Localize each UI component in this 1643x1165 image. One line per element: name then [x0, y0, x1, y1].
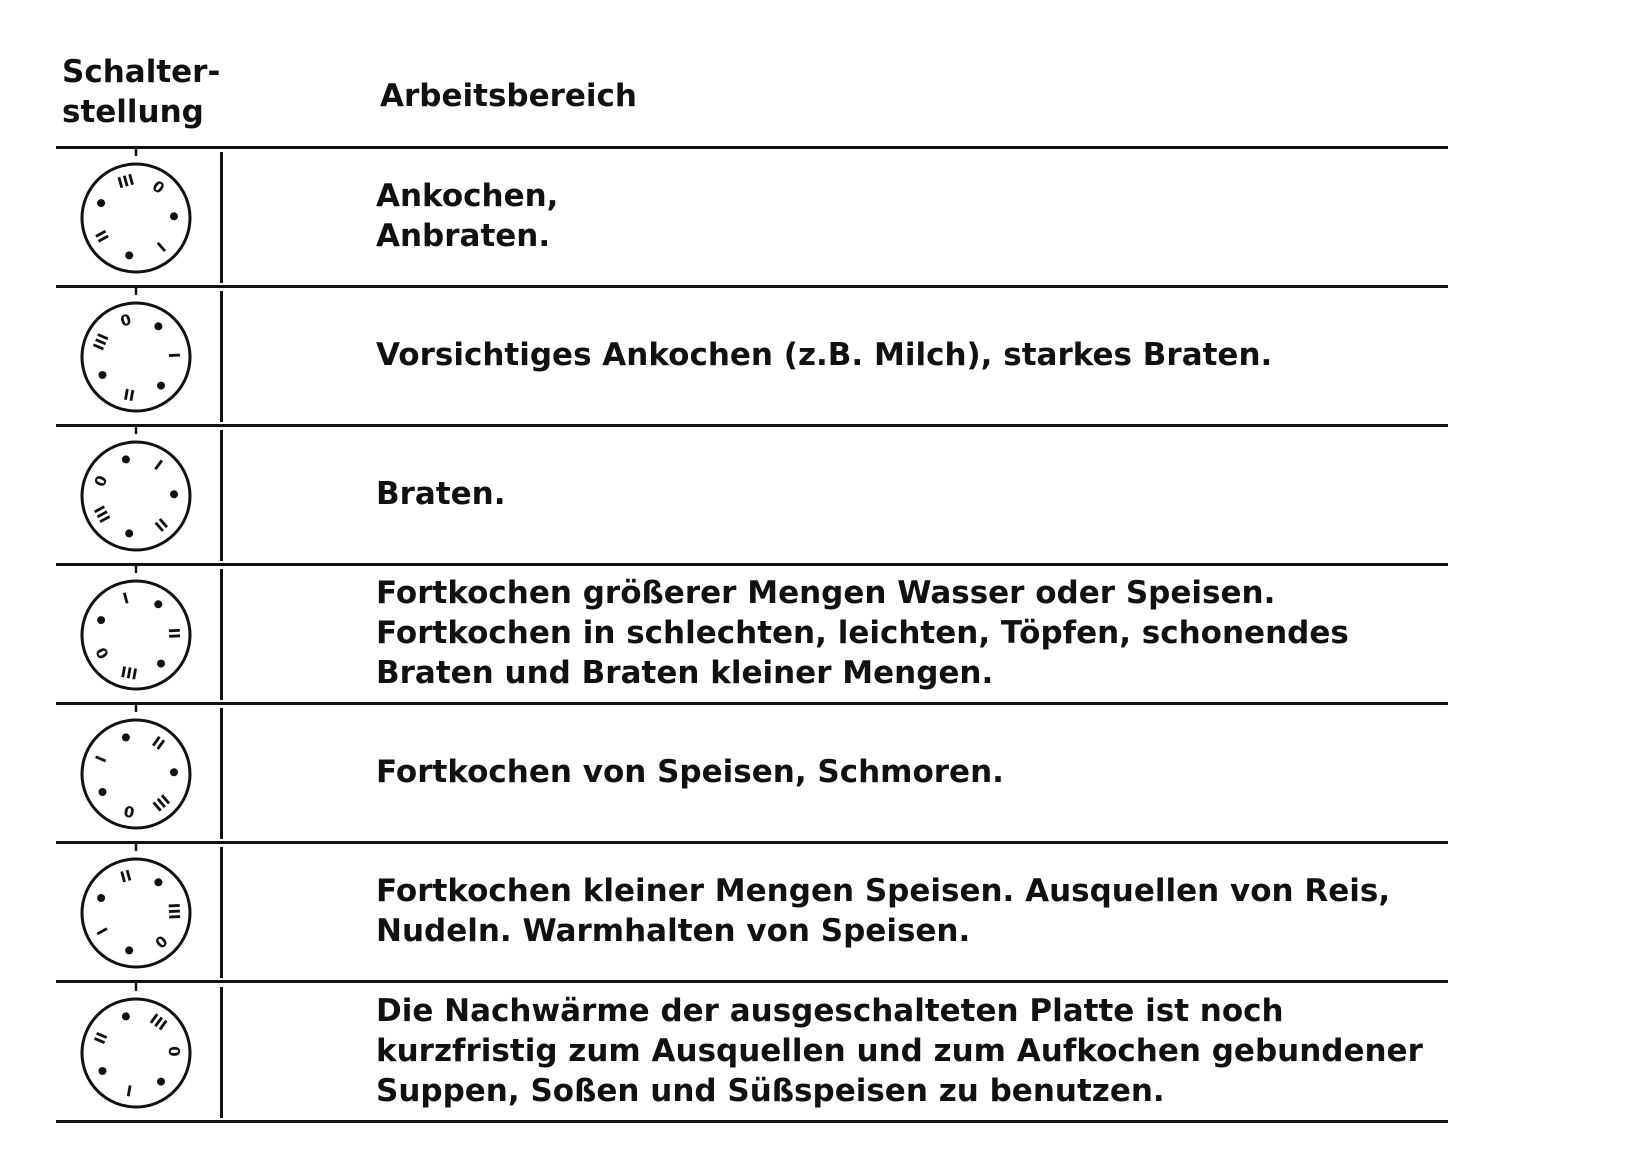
dial-mark-label: 0	[164, 1045, 184, 1057]
column-divider	[220, 291, 223, 422]
dial-dot	[157, 660, 165, 668]
dial-dot	[157, 382, 165, 390]
dial-dot	[154, 878, 162, 886]
row-description	[376, 565, 1466, 700]
row-description	[376, 704, 1466, 839]
row-description-text: Fortkochen von Speisen, Schmoren.	[376, 753, 1004, 790]
dial-mark-label: III	[90, 502, 115, 526]
dial-mark-label: II	[118, 866, 134, 887]
dial-mark-label: I	[120, 588, 131, 608]
dial-dot	[154, 600, 162, 608]
dial-dot	[99, 1067, 107, 1075]
column-divider	[220, 847, 223, 978]
column-divider	[220, 430, 223, 561]
row-description-text: Die Nachwärme der ausgeschalteten Platte ist noch kurzfristig zum Ausquellen und zum Aufkochen gebundener Suppen, Soßen und Süßspeisen zu benutzen.	[376, 992, 1423, 1109]
dial-mark-label: I	[152, 237, 170, 256]
dial-dot	[170, 212, 178, 220]
row-description	[376, 426, 1466, 561]
dial-dot	[125, 529, 133, 537]
dial-dot	[99, 371, 107, 379]
dial-mark-label: II	[90, 1029, 112, 1047]
column-divider	[220, 152, 223, 283]
dial-dot	[125, 251, 133, 259]
row-description	[376, 843, 1466, 978]
column-divider	[220, 708, 223, 839]
dial-mark-label: 0	[151, 931, 171, 952]
header-work-range: Arbeitsbereich	[380, 78, 637, 114]
dial-mark-label: III	[164, 902, 184, 921]
dial-dot	[157, 1078, 165, 1086]
dial-mark-label: I	[91, 752, 111, 766]
column-divider	[220, 987, 223, 1118]
dial-mark-label: 0	[92, 644, 113, 662]
dial-mark-label: 0	[118, 310, 134, 331]
dial-mark-label: I	[164, 352, 184, 359]
switch-dial-icon	[66, 561, 206, 701]
dial-mark-label: III	[146, 1009, 171, 1035]
column-divider	[220, 569, 223, 700]
row-description	[376, 148, 1466, 283]
dial-dot	[154, 322, 162, 330]
dial-dot	[99, 788, 107, 796]
dial-dot	[125, 946, 133, 954]
dial-mark-label: I	[150, 456, 166, 475]
dial-mark-label: III	[148, 790, 174, 815]
switch-dial-icon	[66, 839, 206, 979]
dial-mark-label: II	[91, 226, 114, 246]
row-description	[376, 983, 1466, 1118]
dial-mark-label: III	[89, 330, 113, 354]
row-description-text: Ankochen, Anbraten.	[376, 177, 559, 254]
dial-mark-label: 0	[148, 176, 168, 198]
row-description-text: Vorsichtiges Ankochen (z.B. Milch), starkes Braten.	[376, 336, 1273, 373]
dial-mark-label: III	[115, 170, 137, 193]
dial-dot	[122, 1012, 130, 1020]
row-description	[376, 287, 1466, 422]
switch-dial-icon	[66, 700, 206, 840]
dial-dot	[122, 455, 130, 463]
dial-dot	[170, 490, 178, 498]
dial-dot	[122, 733, 130, 741]
dial-mark-label: II	[122, 384, 137, 405]
row-description-text: Braten.	[376, 475, 506, 512]
row-rule	[56, 1120, 1448, 1123]
switch-dial-icon	[66, 283, 206, 423]
dial-mark-label: II	[164, 627, 184, 640]
header-switch-position: Schalter- stellung	[62, 54, 221, 130]
dial-mark-label: III	[119, 662, 140, 683]
switch-dial-icon	[66, 422, 206, 562]
dial-mark-label: 0	[90, 472, 112, 490]
dial-mark-label: I	[124, 1081, 134, 1100]
dial-mark-label: 0	[122, 801, 136, 822]
row-description-text: Fortkochen größerer Mengen Wasser oder Speisen. Fortkochen in schlechten, leichten, Töpfen, schonendes Braten und Braten kleiner Mengen.	[376, 574, 1349, 691]
dial-dot	[97, 616, 105, 624]
row-description-text: Fortkochen kleiner Mengen Speisen. Ausquellen von Reis, Nudeln. Warmhalten von Speisen.	[376, 872, 1391, 949]
dial-mark-label: II	[148, 732, 169, 754]
dial-dot	[97, 894, 105, 902]
dial-dot	[170, 768, 178, 776]
dial-mark-label: I	[93, 924, 112, 938]
dial-mark-label: II	[150, 514, 172, 536]
dial-dot	[97, 199, 105, 207]
switch-dial-icon	[66, 979, 206, 1119]
switch-dial-icon	[66, 144, 206, 284]
